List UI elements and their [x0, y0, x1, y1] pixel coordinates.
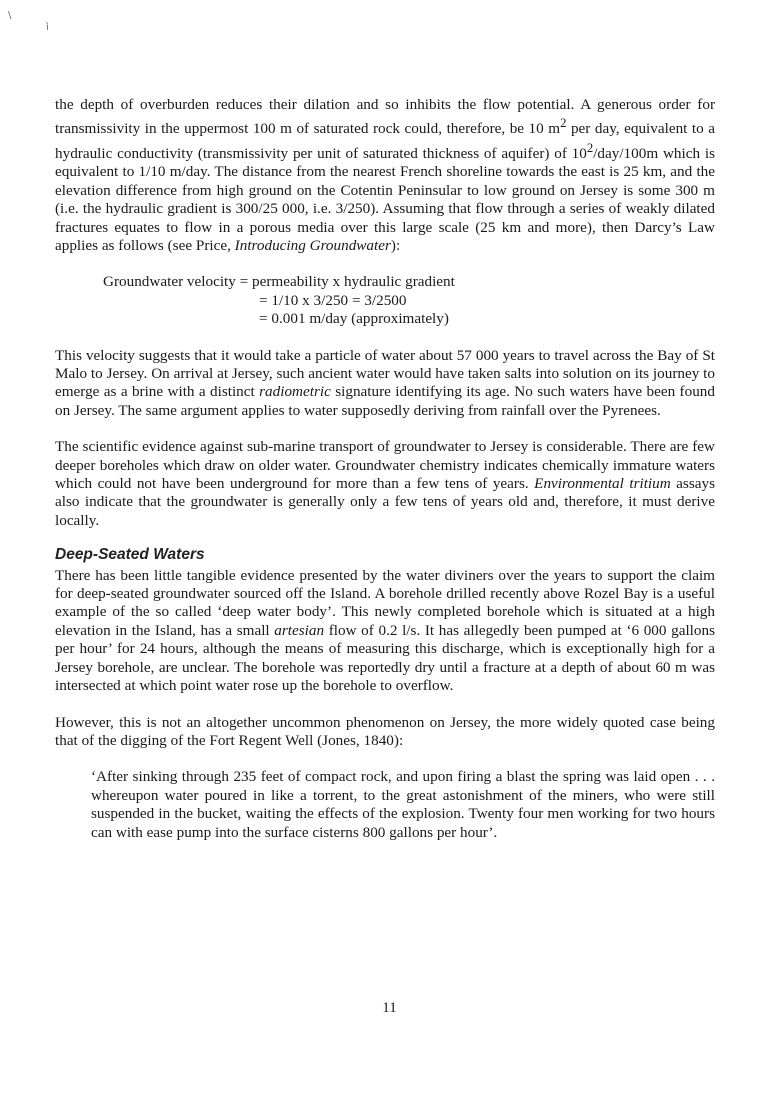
superscript: 2: [560, 116, 567, 131]
paragraph-fort-regent: However, this is not an altogether uncommon phenomenon on Jersey, the more widely quoted case being that of the digging of the Fort Regent Well (Jones, 1840):: [55, 713, 715, 749]
formula-line: Groundwater velocity = permeability x hydraulic gradient: [103, 273, 455, 291]
scan-mark: ì: [46, 22, 49, 33]
text-run: signature identifying its age. No such waters have been found on Jersey. The same argument applies to water supposedly deriving from rainfall over the Pyrenees.: [55, 383, 715, 419]
book-title: Introducing Groundwater: [234, 236, 391, 254]
page-number: 11: [382, 1000, 397, 1016]
italic-term: Environmental tritium: [534, 475, 671, 493]
paragraph-transmissivity: [55, 96, 715, 255]
paragraph-velocity: [55, 347, 715, 421]
italic-term: radiometric: [259, 383, 331, 401]
text-run: This velocity suggests that it would take a particle of water about 57 000 years to travel across the Bay of St Malo to Jersey. On arrival at Jersey, such ancient water would have taken salts into solution on its journey to emerge as a brine with a distinct: [55, 346, 715, 401]
document-body: [55, 96, 715, 842]
block-quote: ‘After sinking through 235 feet of compact rock, and upon firing a blast the spring was laid open . . . whereupon water poured in like a torrent, to the great astonishment of the miners, who were still suspended in the bucket, waiting the effects of the explosion. Twenty four men working for two hours can with ease pump into the surface cisterns 800 gallons per hour’.: [91, 768, 715, 841]
superscript: 2: [586, 140, 594, 155]
scan-mark: \: [8, 10, 12, 21]
text-run: ):: [390, 236, 401, 254]
text-run: /day/100m which is equivalent to 1/10 m/day. The distance from the nearest French shoreline towards the east is 25 km, and the elevation difference from high ground on the Cotentin Peninsular to low ground on Jersey is some 300 m (i.e. the hydraulic gradient is 300/25 000, i.e. 3/250). Assuming that flow through a series of weakly dilated fractures equates to flow in a porous media over this large scale (25 km and more), then Darcy’s Law applies as follows (see Price,: [55, 144, 715, 254]
formula-line: = 1/10 x 3/250 = 3/2500: [259, 291, 407, 309]
darcy-formula: [103, 273, 715, 328]
text-run: the depth of overburden reduces their dilation and so inhibits the flow potential. A generous order for transmissivity in the uppermost 100 m of saturated rock could, therefore, be 10 m: [55, 96, 715, 138]
text-run: The scientific evidence against sub-marine transport of groundwater to Jersey is considerable. There are few deeper boreholes which draw on older water. Groundwater chemistry indicates chemically immature waters which could not have been underground for more than a few tens of years.: [55, 438, 715, 493]
paragraph-scientific-evidence: [55, 438, 715, 530]
text-run: flow of 0.2 l/s. It has allegedly been pumped at ‘6 000 gallons per hour’ for 24 hours, although the means of measuring this discharge, which is exceptionally high for a Jersey borehole, are unclear. The borehole was reportedly dry until a fracture at a depth of about 60 m was intersected at which point water rose up the borehole to overflow.: [55, 621, 715, 695]
paragraph-deep-seated: [55, 567, 715, 696]
text-run: assays also indicate that the groundwater is generally only a few tens of years old and, therefore, it must derive locally.: [55, 475, 715, 529]
formula-line: = 0.001 m/day (approximately): [259, 310, 449, 328]
text-run: per day, equivalent to a hydraulic conductivity (transmissivity per unit of saturated thickness of aquifer) of 10: [55, 120, 715, 162]
section-heading: Deep-Seated Waters: [55, 546, 205, 564]
text-run: There has been little tangible evidence presented by the water diviners over the years to support the claim for deep-seated groundwater sourced off the Island. A borehole drilled recently above Rozel Bay is a useful example of the so called ‘deep water body’. This newly completed borehole which is situated at a high elevation in the Island, has a small: [55, 566, 715, 639]
italic-term: artesian: [274, 621, 325, 639]
